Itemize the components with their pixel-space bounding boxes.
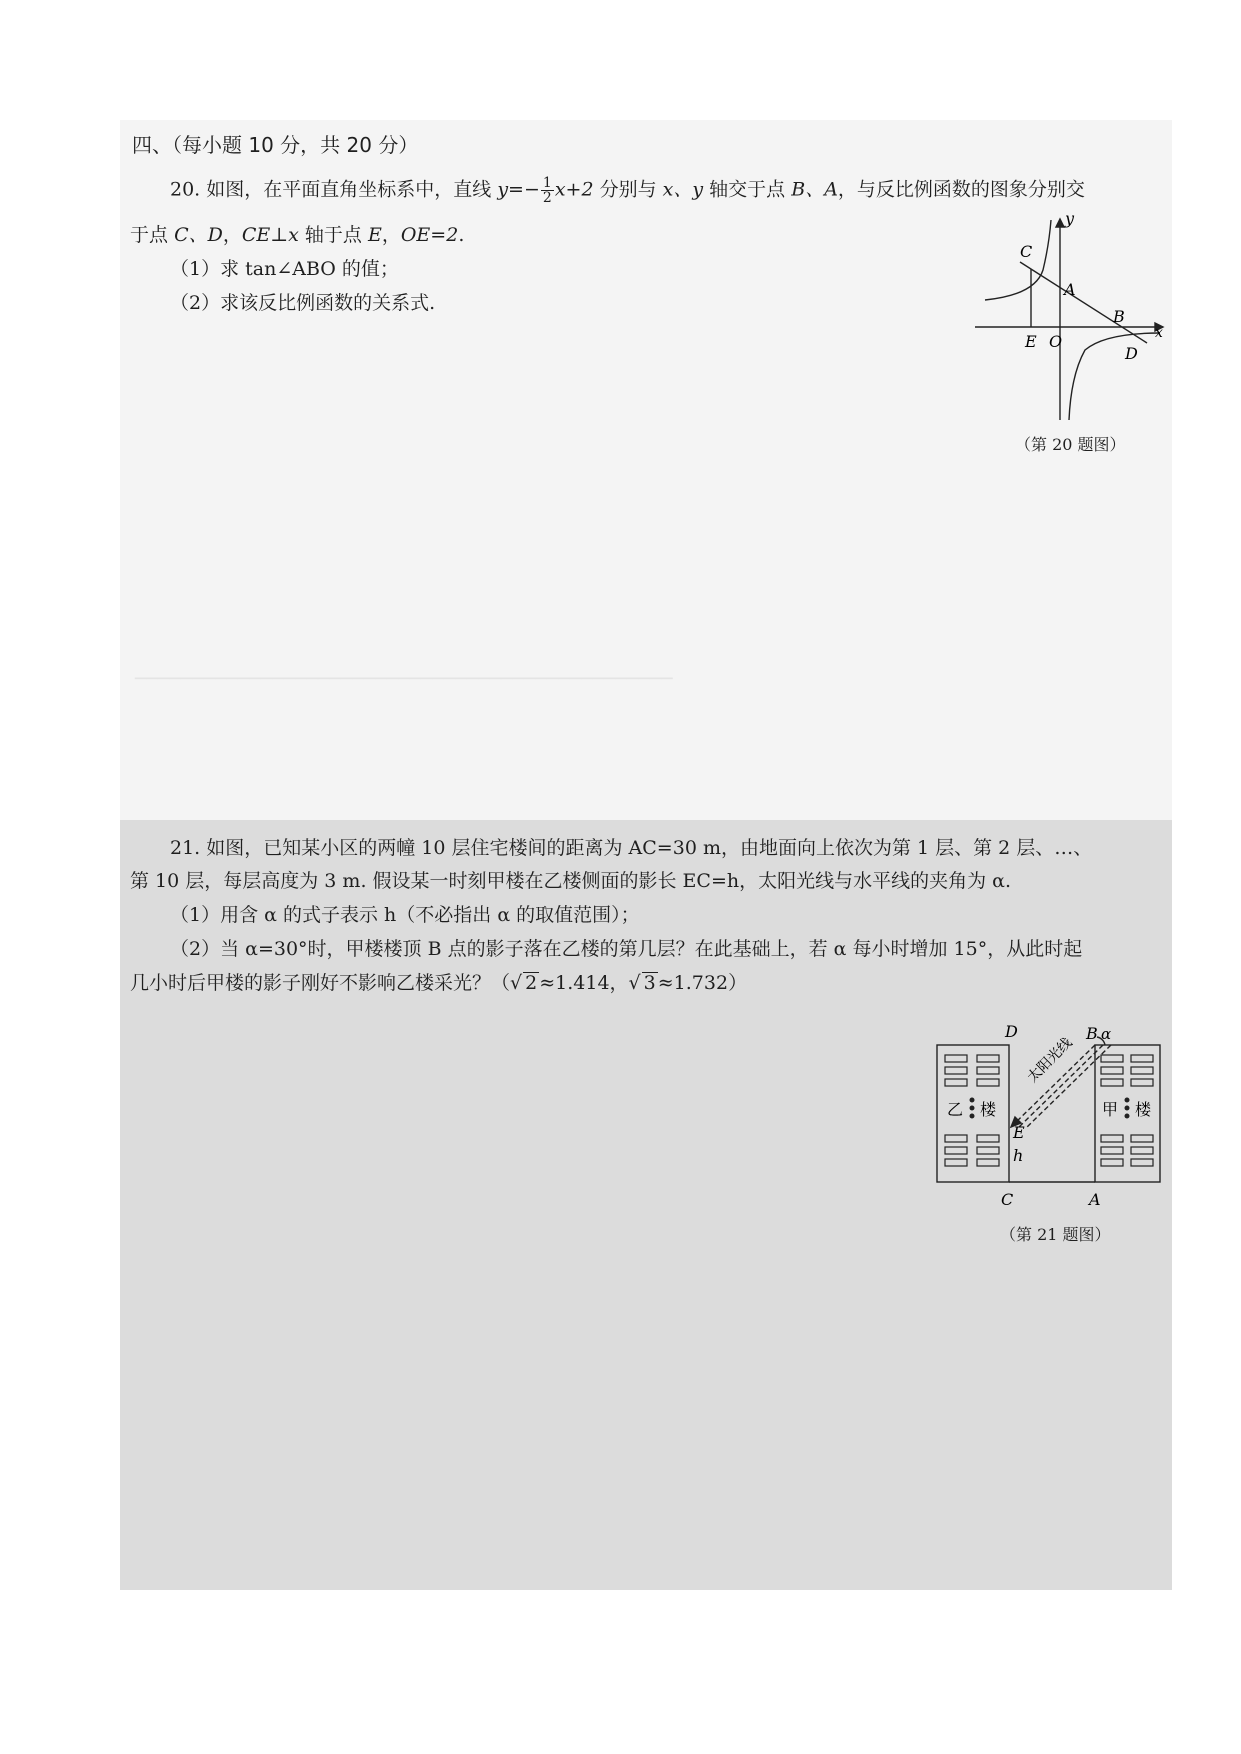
line-through-c-d [1020,262,1147,343]
label-lou-left: 楼 [980,1100,997,1119]
label-e: E [1013,1123,1025,1142]
y-axis-arrow-icon [1056,219,1064,227]
q21-part1: （1）用含 α 的式子表示 h（不必指出 α 的取值范围）； [170,904,640,926]
label-jia: 甲 [1102,1100,1119,1119]
q20-part2: （2）求该反比例函数的关系式. [170,292,436,314]
label-c: C [1001,1190,1014,1209]
label-x: x [1155,325,1163,341]
sun-ray-3 [1027,1045,1111,1127]
label-a: A [1064,280,1076,299]
q21-part2: （2）当 α=30°时，甲楼楼顶 B 点的影子落在乙楼的第几层？在此基础上，若 α 每小时增加 15°，从此时起 [170,938,1083,960]
q20-stem-line1: 20. 如图，在平面直角坐标系中，直线 y=− $\frac{1}{2}$ x+2 分别与 x、y 轴交于点 B、A，与反比例函数的图象分别交 [170,175,1085,206]
sqrt-2: 2 [525,972,538,994]
label-c: C [1020,242,1033,261]
label-sun-rays: 太阳光线 [1024,1034,1076,1086]
q20-figure [965,215,1170,425]
label-lou-right: 楼 [1135,1100,1152,1119]
sqrt-3: 3 [643,972,656,994]
label-d: D [1005,1022,1018,1041]
q20-line-y: y=− [497,178,540,201]
q21-part2b: 几小时后甲楼的影子刚好不影响乙楼采光？（√ 2 ≈1.414，√ 3 ≈1.732） [130,972,748,994]
section-heading: 四、（每小题 10 分，共 20 分） [132,133,419,157]
q20-number: 20. [170,178,201,201]
label-h: h [1013,1146,1024,1165]
q21-line2: 第 10 层，每层高度为 3 m. 假设某一时刻甲楼在乙楼侧面的影长 EC=h，太阳光线与水平线的夹角为 α. [130,870,1012,892]
label-yi: 乙 [947,1100,964,1119]
q21-line1: 21. 如图，已知某小区的两幢 10 层住宅楼间的距离为 AC=30 m，由地面向上依次为第 1 层、第 2 层、…、 [170,837,1093,859]
label-a: A [1089,1190,1101,1209]
q20-part1: （1）求 tan∠ABO 的值； [170,258,399,280]
bleed-through-text: ─────────────────────────────────────────────── [135,668,673,690]
label-y: y [1065,215,1075,228]
q21-figure-caption: （第 21 题图） [1000,1225,1111,1244]
label-b: B [1113,307,1125,326]
label-b: B [1086,1024,1098,1043]
label-d: D [1125,344,1138,363]
q21-figure [925,1015,1170,1215]
hyperbola-branch-left [985,220,1051,300]
label-e: E [1025,332,1037,351]
q20-line-rest: x+2 [554,178,594,201]
q20-stem-1: 如图，在平面直角坐标系中，直线 [206,178,492,201]
hyperbola-branch-right [1069,333,1160,420]
label-alpha: α [1101,1025,1112,1043]
q20-figure-caption: （第 20 题图） [1015,435,1126,454]
label-o: O [1049,332,1063,351]
q20-fraction: $\frac{1}{2}$ [542,175,552,206]
q20-stem-line2: 于点 C、D，CE⊥x 轴于点 E，OE=2. [130,224,465,246]
